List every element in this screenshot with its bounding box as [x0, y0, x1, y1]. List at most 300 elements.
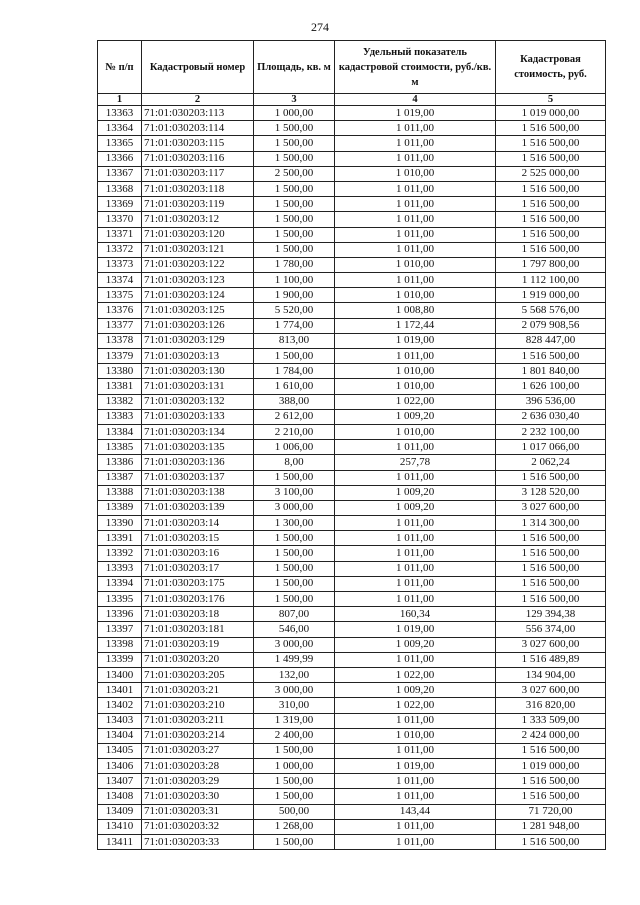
row-number-cell: 13374 [98, 273, 142, 288]
area-cell: 1 500,00 [254, 197, 335, 212]
row-number-cell: 13406 [98, 759, 142, 774]
cadastral-number-cell: 71:01:030203:13 [142, 349, 254, 364]
specific-value-cell: 1 009,20 [335, 683, 496, 698]
row-number-cell: 13403 [98, 713, 142, 728]
cadastral-number-cell: 71:01:030203:18 [142, 607, 254, 622]
specific-value-cell: 1 011,00 [335, 197, 496, 212]
table-row [98, 500, 606, 515]
table-row [98, 257, 606, 272]
cadastral-cost-cell: 134 904,00 [496, 667, 606, 682]
header-specific-value: Удельный показатель кадастровой стоимости, руб./кв. м [335, 41, 496, 94]
area-cell: 1 499,99 [254, 652, 335, 667]
specific-value-cell: 1 010,00 [335, 364, 496, 379]
table-row [98, 440, 606, 455]
table-row [98, 713, 606, 728]
area-cell: 1 500,00 [254, 531, 335, 546]
cadastral-number-cell: 71:01:030203:126 [142, 318, 254, 333]
area-cell: 1 500,00 [254, 774, 335, 789]
cadastral-number-cell: 71:01:030203:205 [142, 667, 254, 682]
specific-value-cell: 1 172,44 [335, 318, 496, 333]
cadastral-number-cell: 71:01:030203:132 [142, 394, 254, 409]
cadastral-cost-cell: 3 027 600,00 [496, 683, 606, 698]
cadastral-number-cell: 71:01:030203:210 [142, 698, 254, 713]
area-cell: 1 500,00 [254, 470, 335, 485]
row-number-cell: 13409 [98, 804, 142, 819]
cadastral-cost-cell: 1 516 500,00 [496, 835, 606, 850]
cadastral-number-cell: 71:01:030203:135 [142, 440, 254, 455]
cadastral-number-cell: 71:01:030203:176 [142, 592, 254, 607]
table-row [98, 485, 606, 500]
row-number-cell: 13404 [98, 728, 142, 743]
cadastral-number-cell: 71:01:030203:28 [142, 759, 254, 774]
area-cell: 1 784,00 [254, 364, 335, 379]
table-row [98, 622, 606, 637]
table-row [98, 743, 606, 758]
table-row [98, 333, 606, 348]
cadastral-number-cell: 71:01:030203:119 [142, 197, 254, 212]
area-cell: 1 500,00 [254, 576, 335, 591]
area-cell: 1 500,00 [254, 136, 335, 151]
area-cell: 1 300,00 [254, 516, 335, 531]
area-cell: 3 000,00 [254, 500, 335, 515]
table-row [98, 166, 606, 181]
table-row [98, 774, 606, 789]
specific-value-cell: 1 011,00 [335, 576, 496, 591]
specific-value-cell: 1 011,00 [335, 212, 496, 227]
specific-value-cell: 1 010,00 [335, 379, 496, 394]
area-cell: 2 612,00 [254, 409, 335, 424]
table-row [98, 667, 606, 682]
area-cell: 500,00 [254, 804, 335, 819]
table-row [98, 242, 606, 257]
column-number: 3 [254, 94, 335, 106]
cadastral-number-cell: 71:01:030203:129 [142, 333, 254, 348]
row-number-cell: 13408 [98, 789, 142, 804]
cadastral-number-cell: 71:01:030203:175 [142, 576, 254, 591]
cadastral-cost-cell: 2 636 030,40 [496, 409, 606, 424]
specific-value-cell: 1 011,00 [335, 835, 496, 850]
header-number: № п/п [98, 41, 142, 94]
column-number: 4 [335, 94, 496, 106]
cadastral-cost-cell: 1 516 500,00 [496, 470, 606, 485]
row-number-cell: 13381 [98, 379, 142, 394]
cadastral-cost-cell: 2 525 000,00 [496, 166, 606, 181]
area-cell: 807,00 [254, 607, 335, 622]
table-row [98, 516, 606, 531]
cadastral-cost-cell: 1 516 500,00 [496, 121, 606, 136]
table-row [98, 819, 606, 834]
row-number-cell: 13399 [98, 652, 142, 667]
area-cell: 3 000,00 [254, 637, 335, 652]
cadastral-number-cell: 71:01:030203:115 [142, 136, 254, 151]
table-row [98, 728, 606, 743]
area-cell: 1 900,00 [254, 288, 335, 303]
row-number-cell: 13369 [98, 197, 142, 212]
area-cell: 1 774,00 [254, 318, 335, 333]
area-cell: 1 500,00 [254, 181, 335, 196]
table-row [98, 804, 606, 819]
row-number-cell: 13370 [98, 212, 142, 227]
cadastral-cost-cell: 1 281 948,00 [496, 819, 606, 834]
row-number-cell: 13389 [98, 500, 142, 515]
cadastral-cost-cell: 316 820,00 [496, 698, 606, 713]
table-row [98, 227, 606, 242]
cadastral-number-cell: 71:01:030203:136 [142, 455, 254, 470]
cadastral-number-cell: 71:01:030203:31 [142, 804, 254, 819]
cadastral-cost-cell: 1 516 500,00 [496, 349, 606, 364]
specific-value-cell: 1 019,00 [335, 622, 496, 637]
specific-value-cell: 1 022,00 [335, 667, 496, 682]
area-cell: 813,00 [254, 333, 335, 348]
table-row [98, 698, 606, 713]
cadastral-cost-cell: 1 019 000,00 [496, 759, 606, 774]
area-cell: 546,00 [254, 622, 335, 637]
area-cell: 1 319,00 [254, 713, 335, 728]
cadastral-cost-cell: 2 062,24 [496, 455, 606, 470]
area-cell: 1 500,00 [254, 835, 335, 850]
table-row [98, 364, 606, 379]
row-number-cell: 13392 [98, 546, 142, 561]
cadastral-number-cell: 71:01:030203:137 [142, 470, 254, 485]
header-area: Площадь, кв. м [254, 41, 335, 94]
column-number: 2 [142, 94, 254, 106]
table-row [98, 394, 606, 409]
specific-value-cell: 1 011,00 [335, 652, 496, 667]
cadastral-number-cell: 71:01:030203:14 [142, 516, 254, 531]
specific-value-cell: 1 019,00 [335, 106, 496, 121]
cadastral-cost-cell: 1 516 500,00 [496, 136, 606, 151]
specific-value-cell: 160,34 [335, 607, 496, 622]
row-number-cell: 13363 [98, 106, 142, 121]
table-row [98, 121, 606, 136]
row-number-cell: 13394 [98, 576, 142, 591]
row-number-cell: 13390 [98, 516, 142, 531]
area-cell: 2 210,00 [254, 424, 335, 439]
cadastral-cost-cell: 3 027 600,00 [496, 500, 606, 515]
cadastral-cost-cell: 2 079 908,56 [496, 318, 606, 333]
cadastral-cost-cell: 1 516 500,00 [496, 151, 606, 166]
cadastral-number-cell: 71:01:030203:19 [142, 637, 254, 652]
cadastral-cost-cell: 1 516 500,00 [496, 531, 606, 546]
row-number-cell: 13411 [98, 835, 142, 850]
area-cell: 1 100,00 [254, 273, 335, 288]
specific-value-cell: 1 009,20 [335, 500, 496, 515]
specific-value-cell: 1 011,00 [335, 743, 496, 758]
specific-value-cell: 1 011,00 [335, 561, 496, 576]
area-cell: 1 500,00 [254, 212, 335, 227]
cadastral-number-cell: 71:01:030203:117 [142, 166, 254, 181]
table-row [98, 637, 606, 652]
specific-value-cell: 1 010,00 [335, 257, 496, 272]
table-row [98, 789, 606, 804]
row-number-cell: 13371 [98, 227, 142, 242]
specific-value-cell: 257,78 [335, 455, 496, 470]
cadastral-number-cell: 71:01:030203:30 [142, 789, 254, 804]
cadastral-cost-cell: 396 536,00 [496, 394, 606, 409]
cadastral-number-cell: 71:01:030203:138 [142, 485, 254, 500]
cadastral-cost-cell: 1 112 100,00 [496, 273, 606, 288]
cadastral-cost-cell: 1 333 509,00 [496, 713, 606, 728]
cadastral-number-cell: 71:01:030203:124 [142, 288, 254, 303]
row-number-cell: 13400 [98, 667, 142, 682]
row-number-cell: 13373 [98, 257, 142, 272]
cadastral-cost-cell: 1 019 000,00 [496, 106, 606, 121]
row-number-cell: 13372 [98, 242, 142, 257]
area-cell: 1 610,00 [254, 379, 335, 394]
cadastral-cost-cell: 1 516 500,00 [496, 576, 606, 591]
specific-value-cell: 1 008,80 [335, 303, 496, 318]
table-row [98, 531, 606, 546]
page-number: 274 [311, 20, 329, 34]
cadastral-cost-cell: 129 394,38 [496, 607, 606, 622]
area-cell: 1 500,00 [254, 242, 335, 257]
cadastral-number-cell: 71:01:030203:122 [142, 257, 254, 272]
cadastral-cost-cell: 5 568 576,00 [496, 303, 606, 318]
area-cell: 5 520,00 [254, 303, 335, 318]
row-number-cell: 13383 [98, 409, 142, 424]
cadastral-number-cell: 71:01:030203:118 [142, 181, 254, 196]
specific-value-cell: 1 009,20 [335, 637, 496, 652]
cadastral-number-cell: 71:01:030203:15 [142, 531, 254, 546]
row-number-cell: 13387 [98, 470, 142, 485]
specific-value-cell: 1 011,00 [335, 516, 496, 531]
specific-value-cell: 1 010,00 [335, 288, 496, 303]
row-number-cell: 13410 [98, 819, 142, 834]
cadastral-cost-cell: 3 027 600,00 [496, 637, 606, 652]
area-cell: 1 006,00 [254, 440, 335, 455]
cadastral-cost-cell: 1 516 500,00 [496, 546, 606, 561]
specific-value-cell: 1 019,00 [335, 333, 496, 348]
row-number-cell: 13388 [98, 485, 142, 500]
area-cell: 2 500,00 [254, 166, 335, 181]
area-cell: 1 500,00 [254, 227, 335, 242]
area-cell: 132,00 [254, 667, 335, 682]
area-cell: 1 500,00 [254, 561, 335, 576]
cadastral-cost-cell: 1 516 500,00 [496, 181, 606, 196]
table-row [98, 683, 606, 698]
cadastral-cost-cell: 2 424 000,00 [496, 728, 606, 743]
cadastral-cost-cell: 1 626 100,00 [496, 379, 606, 394]
area-cell: 3 000,00 [254, 683, 335, 698]
row-number-cell: 13364 [98, 121, 142, 136]
area-cell: 1 500,00 [254, 349, 335, 364]
table-body [98, 106, 606, 850]
row-number-cell: 13384 [98, 424, 142, 439]
cadastral-cost-cell: 1 516 489,89 [496, 652, 606, 667]
table-row [98, 151, 606, 166]
specific-value-cell: 1 011,00 [335, 592, 496, 607]
cadastral-cost-cell: 1 797 800,00 [496, 257, 606, 272]
area-cell: 8,00 [254, 455, 335, 470]
cadastral-number-cell: 71:01:030203:12 [142, 212, 254, 227]
cadastral-cost-cell: 2 232 100,00 [496, 424, 606, 439]
table-row [98, 470, 606, 485]
row-number-cell: 13378 [98, 333, 142, 348]
cadastral-number-cell: 71:01:030203:134 [142, 424, 254, 439]
cadastral-number-cell: 71:01:030203:20 [142, 652, 254, 667]
cadastral-number-cell: 71:01:030203:125 [142, 303, 254, 318]
table-row [98, 759, 606, 774]
cadastral-number-cell: 71:01:030203:130 [142, 364, 254, 379]
row-number-cell: 13375 [98, 288, 142, 303]
table-row [98, 652, 606, 667]
cadastral-number-cell: 71:01:030203:214 [142, 728, 254, 743]
table-row [98, 349, 606, 364]
specific-value-cell: 1 009,20 [335, 409, 496, 424]
table-row [98, 106, 606, 121]
cadastral-number-cell: 71:01:030203:21 [142, 683, 254, 698]
cadastral-number-cell: 71:01:030203:121 [142, 242, 254, 257]
specific-value-cell: 1 011,00 [335, 789, 496, 804]
cadastral-cost-cell: 1 516 500,00 [496, 197, 606, 212]
row-number-cell: 13391 [98, 531, 142, 546]
cadastral-cost-cell: 1 516 500,00 [496, 227, 606, 242]
area-cell: 1 500,00 [254, 743, 335, 758]
cadastral-number-cell: 71:01:030203:133 [142, 409, 254, 424]
column-number: 1 [98, 94, 142, 106]
row-number-cell: 13380 [98, 364, 142, 379]
cadastral-number-cell: 71:01:030203:32 [142, 819, 254, 834]
table-row [98, 561, 606, 576]
cadastral-number-cell: 71:01:030203:27 [142, 743, 254, 758]
row-number-cell: 13397 [98, 622, 142, 637]
row-number-cell: 13382 [98, 394, 142, 409]
area-cell: 310,00 [254, 698, 335, 713]
specific-value-cell: 1 011,00 [335, 136, 496, 151]
table-row [98, 212, 606, 227]
table-row [98, 303, 606, 318]
row-number-cell: 13402 [98, 698, 142, 713]
row-number-cell: 13367 [98, 166, 142, 181]
cadastral-cost-cell: 828 447,00 [496, 333, 606, 348]
row-number-cell: 13377 [98, 318, 142, 333]
cadastral-number-cell: 71:01:030203:120 [142, 227, 254, 242]
specific-value-cell: 1 011,00 [335, 470, 496, 485]
area-cell: 1 780,00 [254, 257, 335, 272]
row-number-cell: 13365 [98, 136, 142, 151]
row-number-cell: 13395 [98, 592, 142, 607]
cadastral-cost-cell: 1 801 840,00 [496, 364, 606, 379]
cadastral-cost-cell: 1 516 500,00 [496, 561, 606, 576]
specific-value-cell: 1 011,00 [335, 819, 496, 834]
cadastral-number-cell: 71:01:030203:114 [142, 121, 254, 136]
row-number-cell: 13405 [98, 743, 142, 758]
cadastral-number-cell: 71:01:030203:116 [142, 151, 254, 166]
specific-value-cell: 1 019,00 [335, 759, 496, 774]
table-row [98, 181, 606, 196]
specific-value-cell: 1 022,00 [335, 698, 496, 713]
specific-value-cell: 1 011,00 [335, 181, 496, 196]
table-row [98, 136, 606, 151]
area-cell: 1 000,00 [254, 106, 335, 121]
cadastral-cost-cell: 1 516 500,00 [496, 212, 606, 227]
table-row [98, 835, 606, 850]
row-number-cell: 13396 [98, 607, 142, 622]
cadastral-cost-cell: 1 919 000,00 [496, 288, 606, 303]
cadastral-number-cell: 71:01:030203:139 [142, 500, 254, 515]
specific-value-cell: 1 011,00 [335, 273, 496, 288]
row-number-cell: 13368 [98, 181, 142, 196]
table-row [98, 409, 606, 424]
cadastral-cost-cell: 1 516 500,00 [496, 789, 606, 804]
area-cell: 3 100,00 [254, 485, 335, 500]
area-cell: 1 500,00 [254, 121, 335, 136]
cadastral-value-table [97, 40, 606, 850]
specific-value-cell: 1 010,00 [335, 166, 496, 181]
specific-value-cell: 1 011,00 [335, 713, 496, 728]
specific-value-cell: 1 011,00 [335, 774, 496, 789]
cadastral-cost-cell: 1 516 500,00 [496, 743, 606, 758]
row-number-cell: 13401 [98, 683, 142, 698]
area-cell: 1 268,00 [254, 819, 335, 834]
row-number-cell: 13376 [98, 303, 142, 318]
specific-value-cell: 1 022,00 [335, 394, 496, 409]
cadastral-number-cell: 71:01:030203:33 [142, 835, 254, 850]
area-cell: 1 000,00 [254, 759, 335, 774]
cadastral-number-cell: 71:01:030203:113 [142, 106, 254, 121]
specific-value-cell: 1 011,00 [335, 349, 496, 364]
row-number-cell: 13386 [98, 455, 142, 470]
row-number-cell: 13366 [98, 151, 142, 166]
specific-value-cell: 1 011,00 [335, 151, 496, 166]
header-cadastral-cost: Кадастровая стоимость, руб. [496, 41, 606, 94]
table-row [98, 318, 606, 333]
cadastral-cost-cell: 1 017 066,00 [496, 440, 606, 455]
cadastral-number-cell: 71:01:030203:211 [142, 713, 254, 728]
cadastral-cost-cell: 556 374,00 [496, 622, 606, 637]
cadastral-cost-cell: 1 314 300,00 [496, 516, 606, 531]
cadastral-cost-cell: 71 720,00 [496, 804, 606, 819]
specific-value-cell: 1 011,00 [335, 242, 496, 257]
cadastral-number-cell: 71:01:030203:131 [142, 379, 254, 394]
specific-value-cell: 1 011,00 [335, 546, 496, 561]
specific-value-cell: 1 010,00 [335, 424, 496, 439]
cadastral-number-cell: 71:01:030203:181 [142, 622, 254, 637]
specific-value-cell: 1 009,20 [335, 485, 496, 500]
specific-value-cell: 1 010,00 [335, 728, 496, 743]
table-row [98, 546, 606, 561]
area-cell: 1 500,00 [254, 789, 335, 804]
table-row [98, 197, 606, 212]
cadastral-cost-cell: 1 516 500,00 [496, 242, 606, 257]
table-row [98, 576, 606, 591]
header-cadastral-number: Кадастровый номер [142, 41, 254, 94]
specific-value-cell: 143,44 [335, 804, 496, 819]
specific-value-cell: 1 011,00 [335, 440, 496, 455]
area-cell: 1 500,00 [254, 546, 335, 561]
cadastral-cost-cell: 1 516 500,00 [496, 592, 606, 607]
cadastral-number-cell: 71:01:030203:29 [142, 774, 254, 789]
row-number-cell: 13393 [98, 561, 142, 576]
row-number-cell: 13407 [98, 774, 142, 789]
column-number: 5 [496, 94, 606, 106]
specific-value-cell: 1 011,00 [335, 121, 496, 136]
area-cell: 2 400,00 [254, 728, 335, 743]
area-cell: 1 500,00 [254, 592, 335, 607]
specific-value-cell: 1 011,00 [335, 227, 496, 242]
table-header-row [98, 41, 606, 94]
table-row [98, 607, 606, 622]
row-number-cell: 13398 [98, 637, 142, 652]
table-row [98, 424, 606, 439]
cadastral-number-cell: 71:01:030203:16 [142, 546, 254, 561]
table-row [98, 592, 606, 607]
table-row [98, 455, 606, 470]
column-number-row [98, 94, 606, 106]
row-number-cell: 13379 [98, 349, 142, 364]
row-number-cell: 13385 [98, 440, 142, 455]
cadastral-number-cell: 71:01:030203:17 [142, 561, 254, 576]
